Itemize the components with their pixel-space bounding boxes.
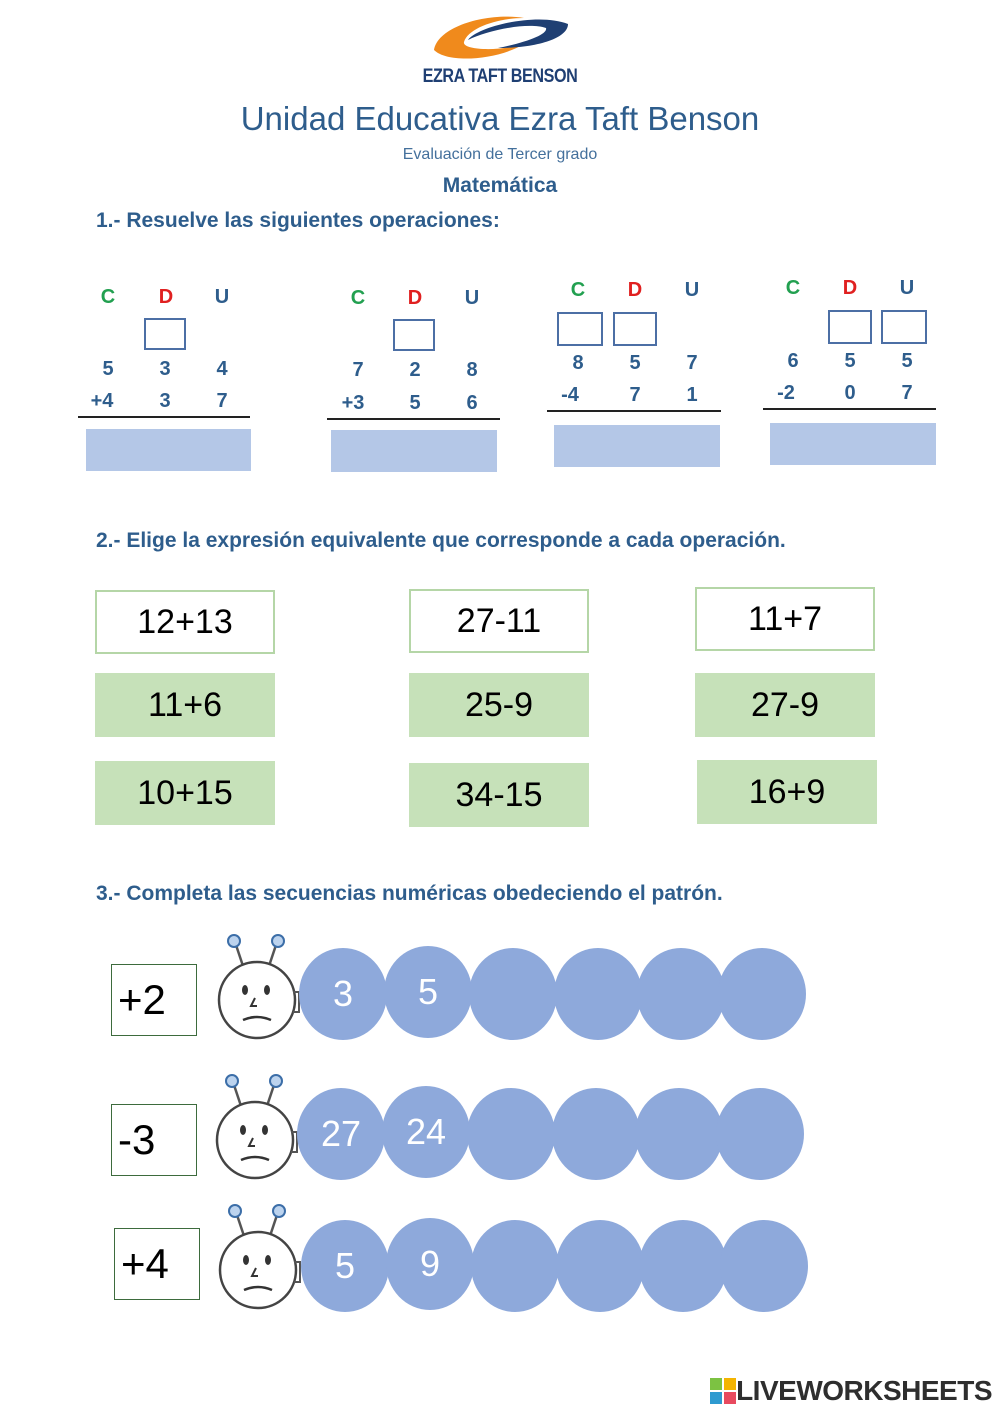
target-expression-2[interactable]: 27-11	[409, 589, 589, 653]
sequence-bubble: 24	[382, 1086, 470, 1178]
logo-swoosh-icon	[428, 8, 572, 64]
target-expression-3[interactable]: 11+7	[695, 587, 875, 651]
carry-box-d[interactable]	[144, 318, 186, 350]
sequence-blank[interactable]	[718, 948, 806, 1040]
digit: 4	[216, 358, 228, 380]
digit: 0	[844, 382, 856, 404]
sequence-blank[interactable]	[467, 1088, 555, 1180]
carry-box-d[interactable]	[613, 312, 657, 346]
header-c: C	[100, 286, 116, 308]
operation-4	[763, 277, 943, 477]
header-u: U	[899, 277, 915, 299]
sum-line	[327, 418, 500, 420]
operation-2	[327, 287, 507, 487]
section3-title: 3.- Completa las secuencias numéricas obedeciendo el patrón.	[96, 882, 723, 905]
caterpillar-head-icon	[215, 932, 305, 1052]
digit: 7	[686, 352, 698, 374]
answer-box[interactable]	[770, 423, 936, 465]
section2-title: 2.- Elige la expresión equivalente que corresponde a cada operación.	[96, 529, 786, 552]
answer-box[interactable]	[86, 429, 251, 471]
operator-digit: -4	[561, 384, 579, 406]
carry-box-u[interactable]	[881, 310, 927, 344]
header-d: D	[842, 277, 858, 299]
sequence-blank[interactable]	[552, 1088, 640, 1180]
sequence-rule: +2	[111, 964, 197, 1036]
liveworksheets-badge-icon	[710, 1378, 736, 1404]
sequence-blank[interactable]	[637, 948, 725, 1040]
subject-title: Matemática	[442, 174, 558, 197]
option-expression[interactable]: 11+6	[95, 673, 275, 737]
sequence-bubble: 3	[299, 948, 387, 1040]
operation-3	[547, 279, 727, 479]
option-expression[interactable]: 34-15	[409, 763, 589, 827]
sequence-blank[interactable]	[635, 1088, 723, 1180]
section1-title: 1.- Resuelve las siguientes operaciones:	[96, 209, 500, 232]
digit: 3	[159, 358, 171, 380]
digit: 1	[686, 384, 698, 406]
sum-line	[78, 416, 250, 418]
sequence-bubble: 9	[386, 1218, 474, 1310]
caterpillar-head-icon	[213, 1072, 303, 1192]
operator-digit: +3	[341, 392, 365, 414]
header-c: C	[785, 277, 801, 299]
logo-text: EZRA TAFT BENSON	[422, 66, 578, 87]
sum-line	[763, 408, 936, 410]
digit: 5	[844, 350, 856, 372]
option-expression[interactable]: 25-9	[409, 673, 589, 737]
digit: 5	[409, 392, 421, 414]
option-expression[interactable]: 27-9	[695, 673, 875, 737]
carry-box-d[interactable]	[393, 319, 435, 351]
sequence-blank[interactable]	[716, 1088, 804, 1180]
digit: 8	[466, 359, 478, 381]
liveworksheets-brand	[710, 1375, 992, 1407]
header-d: D	[407, 287, 423, 309]
digit: 7	[629, 384, 641, 406]
sequence-blank[interactable]	[471, 1220, 559, 1312]
digit: 7	[352, 359, 364, 381]
sequence-bubble: 27	[297, 1088, 385, 1180]
sequence-rule: +4	[114, 1228, 200, 1300]
operator-digit: +4	[90, 390, 114, 412]
sequence-bubble: 5	[301, 1220, 389, 1312]
sequence-bubble: 5	[384, 946, 472, 1038]
header-u: U	[214, 286, 230, 308]
digit: 5	[901, 350, 913, 372]
digit: 3	[159, 390, 171, 412]
header-u: U	[464, 287, 480, 309]
sequence-blank[interactable]	[556, 1220, 644, 1312]
answer-box[interactable]	[554, 425, 720, 467]
option-expression[interactable]: 10+15	[95, 761, 275, 825]
operator-digit: -2	[777, 382, 795, 404]
header-c: C	[350, 287, 366, 309]
digit: 6	[466, 392, 478, 414]
sequence-blank[interactable]	[720, 1220, 808, 1312]
liveworksheets-text: LIVEWORKSHEETS	[736, 1375, 992, 1406]
digit: 7	[216, 390, 228, 412]
option-expression[interactable]: 16+9	[697, 760, 877, 824]
header-d: D	[158, 286, 174, 308]
caterpillar-head-icon	[216, 1202, 306, 1322]
digit: 5	[629, 352, 641, 374]
digit: 6	[787, 350, 799, 372]
digit: 2	[409, 359, 421, 381]
digit: 8	[572, 352, 584, 374]
school-name: Unidad Educativa Ezra Taft Benson	[240, 100, 760, 137]
sequence-blank[interactable]	[469, 948, 557, 1040]
sum-line	[547, 410, 721, 412]
school-logo	[428, 8, 572, 64]
header-c: C	[570, 279, 586, 301]
carry-box-d[interactable]	[828, 310, 872, 344]
digit: 7	[901, 382, 913, 404]
carry-box-c[interactable]	[557, 312, 603, 346]
sequence-rule: -3	[111, 1104, 197, 1176]
digit: 5	[102, 358, 114, 380]
header-d: D	[627, 279, 643, 301]
operation-1	[78, 286, 258, 486]
answer-box[interactable]	[331, 430, 497, 472]
sequence-blank[interactable]	[554, 948, 642, 1040]
sequence-blank[interactable]	[639, 1220, 727, 1312]
evaluation-label: Evaluación de Tercer grado	[402, 146, 598, 163]
target-expression-1[interactable]: 12+13	[95, 590, 275, 654]
header-u: U	[684, 279, 700, 301]
